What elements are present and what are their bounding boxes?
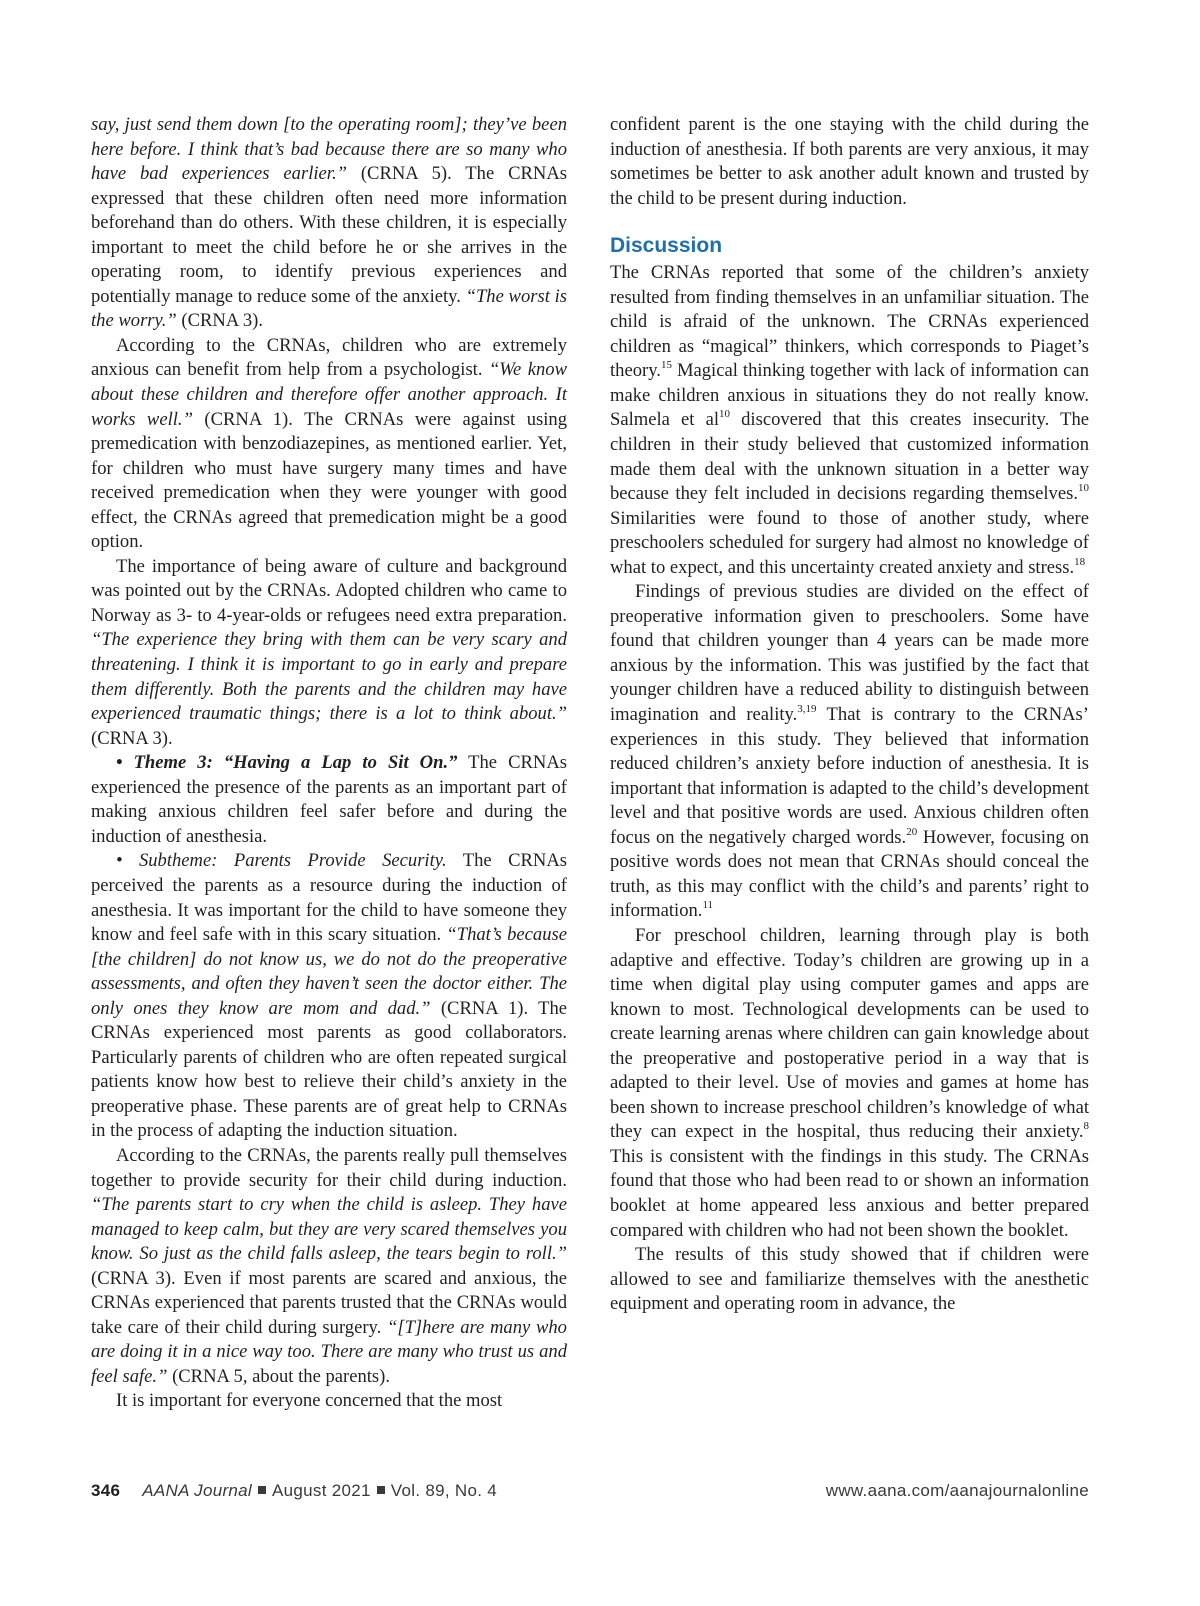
volume-info: Vol. 89, No. 4: [390, 1481, 498, 1500]
paragraph: For preschool children, learning through play is both adaptive and effective. Today’s children are growing up in a time when digital play using computer games and apps are known to most. Technological developments can be used to create learning arenas where children can gain knowledge about the preoperative and postoperative period in a way that is adapted to their level. Use of movies and games at home has been shown to increase preschool children’s knowledge of what they can expect in the hospital, thus reducing their anxiety.$^8$ This is consistent with the findings in this study. The CRNAs found that those who had been read to or shown an information booklet at home appeared less anxious and better prepared compared with children who had not been shown the booklet.: [610, 924, 1089, 1241]
left-column: [91, 113, 567, 1414]
quote: “The worst is the worry.”: [91, 285, 567, 332]
right-column: [610, 113, 1089, 1317]
paragraph: The importance of being aware of culture and background was pointed out by the CRNAs. Adopted children who came to Norway as 3- to 4-year-olds or refugees need extra preparation. “The experience they bring with them can be very scary and threatening. I think it is important to go in early and prepare them differently. Both the parents and the children may have experienced traumatic things; there is a lot to think about.” (CRNA 3).: [91, 555, 567, 749]
quote: “[T]here are many who are doing it in a nice way too. There are many who trust us and feel safe.”: [91, 1316, 567, 1387]
citation: 3,19: [797, 702, 817, 715]
section-heading: Discussion: [610, 234, 723, 258]
subtheme-title: • Subtheme: Parents Provide Security.: [116, 850, 447, 872]
journal-url[interactable]: www.aana.com/aanajournalonline: [825, 1481, 1089, 1500]
citation: 8: [1083, 1120, 1089, 1133]
paragraph: The results of this study showed that if children were allowed to see and familiarize themselves with the anesthetic equipment and operating room in advance, the: [610, 1244, 1089, 1315]
paragraph: According to the CRNAs, the parents really pull themselves together to provide security for their child during induction. “The parents start to cry when the child is asleep. They have managed to keep calm, but they are very scared themselves you know. So just as the child falls asleep, the tears begin to roll.” (CRNA 3). Even if most parents are scared and anxious, the CRNAs experienced that parents trusted that the CRNAs would take care of their child during surgery. “[T]here are many who are doing it in a nice way too. There are many who trust us and feel safe.” (CRNA 5, about the parents).: [91, 1144, 567, 1387]
paragraph: According to the CRNAs, children who are extremely anxious can benefit from help from a psychologist. “We know about these children and therefore offer another approach. It works well.” (CRNA 1). The CRNAs were against using premedication with benzodiazepines, as mentioned earlier. Yet, for children who must have surgery many times and have received premedication when they were younger with good effect, the CRNAs agreed that premedication might be a good option.: [91, 334, 567, 553]
citation: 15: [660, 359, 672, 372]
page-number: 346: [91, 1481, 121, 1500]
paragraph: Findings of previous studies are divided on the effect of preoperative information given to preschoolers. Some have found that children younger than 4 years can be made more anxious by the information. This was justified by the fact that younger children have a reduced ability to distinguish between imagination and reality.$^{3,19}$ That is contrary to the CRNAs’ experiences in this study. They believed that information reduced children’s anxiety before induction of anesthesia. It is important that information is adapted to the child’s development level and that positive words are used. Anxious children often focus on the negatively charged words.$^{20}$ However, focusing on positive words does not mean that CRNAs should conceal the truth, as this may conflict with the child’s and parents’ right to information.$^{11}$: [610, 581, 1089, 922]
footer-citation: [91, 1481, 497, 1501]
quote: “The parents start to cry when the child is asleep. They have managed to keep calm, but they are very scared themselves you know. So just as the child falls asleep, the tears begin to roll.”: [91, 1194, 567, 1265]
quote: say, just send them down [to the operating room]; they’ve been here before. I think that’s bad because there are so many who have bad experiences earlier.”: [91, 114, 567, 185]
citation: 10: [719, 408, 730, 421]
theme-title: • Theme 3: “Having a Lap to Sit On.”: [116, 752, 458, 774]
paragraph: confident parent is the one staying with the child during the induction of anesthesia. If both parents are very anxious, it may sometimes be better to ask another adult known and trusted by the child to be present during induction.: [610, 114, 1089, 209]
citation: 18: [1074, 555, 1086, 568]
square-bullet-icon: [258, 1486, 266, 1494]
theme-paragraph: • Theme 3: “Having a Lap to Sit On.” The CRNAs experienced the presence of the parents as an important part of making anxious children feel safer before and during the induction of anesthesia.: [91, 752, 567, 847]
quote: “The experience they bring with them can be very scary and threatening. I think it is important to go in early and prepare them differently. Both the parents and the children may have experienced traumatic things; there is a lot to think about.”: [91, 629, 567, 725]
page-footer: [91, 1481, 1089, 1505]
square-bullet-icon: [377, 1486, 385, 1494]
citation: 20: [906, 825, 918, 838]
issue-date: August 2021: [272, 1481, 371, 1500]
paragraph: say, just send them down [to the operating room]; they’ve been here before. I think that’s bad because there are so many who have bad experiences earlier.” (CRNA 5). The CRNAs expressed that these children often need more information beforehand than do others. With these children, it is especially important to meet the child before he or she arrives in the operating room, to identify previous experiences and potentially manage to reduce some of the anxiety. “The worst is the worry.” (CRNA 3).: [91, 114, 567, 332]
citation: 10: [1078, 481, 1089, 494]
paragraph: The CRNAs reported that some of the children’s anxiety resulted from finding themselves in an unfamiliar situation. The child is afraid of the unknown. The CRNAs experienced children as “magical” thinkers, which corresponds to Piaget’s theory.$^{15}$ Magical thinking together with lack of information can make children anxious in situations they do not really know. Salmela et $al^{10}$ discovered that this creates insecurity. The children in their study believed that customized information made them deal with the unknown situation in a better way because they felt included in decisions regarding themselves.$^{10}$ Similarities were found to those of another study, where preschoolers scheduled for surgery had almost no knowledge of what to expect, and this uncertainty created anxiety and stress.$^{18}$: [610, 262, 1089, 578]
paragraph: It is important for everyone concerned that the most: [116, 1390, 503, 1412]
subtheme-paragraph: • Subtheme: Parents Provide Security. The CRNAs perceived the parents as a resource during the induction of anesthesia. It was important for the child to have someone they know and feel safe with in this scary situation. “That’s because [the children] do not know us, we do not do the preoperative assessments, and often they haven’t seen the doctor either. The only ones they know are mom and dad.” (CRNA 1). The CRNAs experienced most parents as good collaborators. Particularly parents of children who are often repeated surgical patients know how best to relieve their child’s anxiety in the preoperative phase. These parents are of great help to CRNAs in the process of adapting the induction situation.: [91, 850, 568, 1142]
citation: 11: [702, 899, 714, 912]
quote: “That’s because [the children] do not know us, we do not do the preoperative assessments, and often they haven’t seen the doctor either. The only ones they know are mom and dad.”: [91, 924, 567, 1019]
journal-name: AANA Journal: [142, 1481, 253, 1500]
quote: “We know about these children and therefore offer another approach. It works well.”: [91, 359, 567, 430]
